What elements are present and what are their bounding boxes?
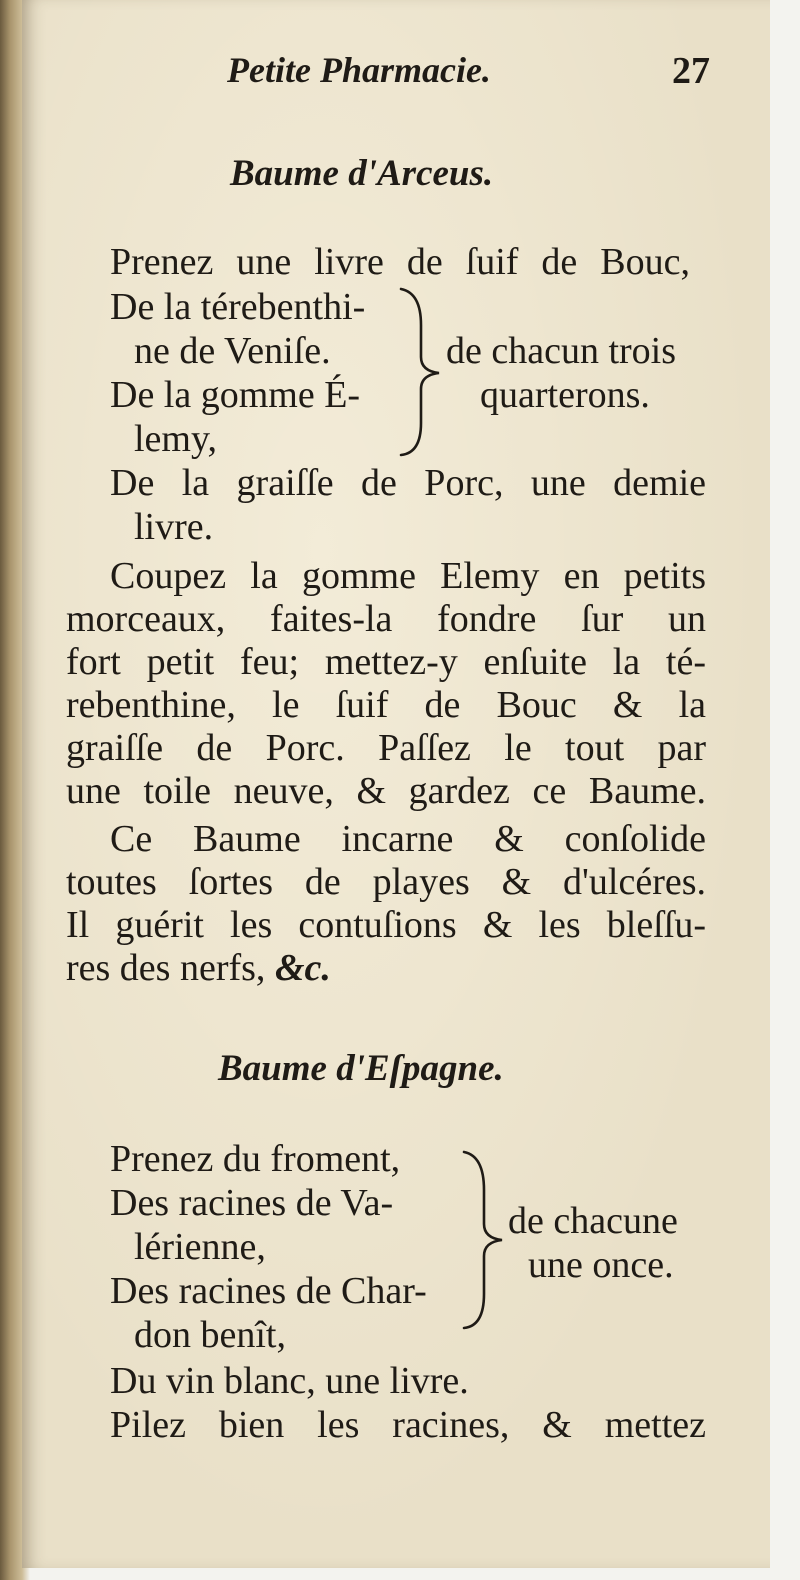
curly-brace-2	[460, 1148, 510, 1333]
ingredient-froment: Prenez du froment,	[110, 1138, 401, 1180]
paragraph1-line: morceaux, faites-la fondre ſur un	[66, 598, 706, 640]
section-heading-arceus: Baume d'Arceus.	[230, 153, 494, 194]
ingredient-chardon-line2: don benît,	[134, 1314, 286, 1356]
ingredient-line-porc: De la graiſſe de Porc, une demie	[110, 462, 706, 504]
brace-quantity-line1: de chacune	[508, 1200, 678, 1242]
instruction-line: Pilez bien les racines, & mettez	[110, 1404, 706, 1446]
ingredient-terebenthine-line2: ne de Veniſe.	[134, 330, 331, 372]
ingredient-valeriane-line1: Des racines de Va-	[110, 1182, 394, 1224]
paragraph2-line: toutes ſortes de playes & d'ulcéres.	[66, 861, 706, 903]
paragraph2-line: Il guérit les contuſions & les bleſſu-	[66, 904, 706, 946]
ingredient-gomme-line2: lemy,	[134, 418, 218, 460]
ingredient-vin-blanc: Du vin blanc, une livre.	[110, 1360, 469, 1402]
ingredient-gomme-line1: De la gomme É-	[110, 374, 361, 416]
paragraph2-text: res des nerfs,	[66, 947, 266, 989]
paragraph1-line: Coupez la gomme Elemy en petits	[110, 555, 706, 597]
paragraph2-last-line	[66, 949, 331, 987]
curly-brace-1	[397, 285, 447, 460]
paragraph2-line: Ce Baume incarne & conſolide	[110, 818, 706, 860]
ingredient-line-suif: Prenez une livre de ſuif de Bouc,	[110, 241, 690, 283]
running-title: Petite Pharmacie.	[227, 50, 491, 90]
ingredient-line-porc-cont: livre.	[134, 506, 214, 548]
brace-quantity-line2: une once.	[528, 1244, 674, 1286]
section-heading-espagne: Baume d'Eſpagne.	[218, 1048, 504, 1089]
brace-quantity-line2: quarterons.	[480, 374, 650, 416]
paragraph1-line: rebenthine, le ſuif de Bouc & la	[66, 684, 706, 726]
ingredient-valeriane-line2: lérienne,	[134, 1226, 266, 1268]
ingredient-chardon-line1: Des racines de Char-	[110, 1270, 427, 1312]
etc-abbreviation: &c.	[274, 947, 331, 989]
book-page	[22, 0, 770, 1568]
brace-quantity-line1: de chacun trois	[446, 330, 677, 372]
paragraph1-line: graiſſe de Porc. Paſſez le tout par	[66, 727, 706, 769]
paragraph1-line: fort petit feu; mettez-y enſuite la té-	[66, 641, 706, 683]
paragraph1-line: une toile neuve, & gardez ce Baume.	[66, 770, 706, 812]
ingredient-terebenthine-line1: De la térebenthi-	[110, 286, 366, 328]
page-number: 27	[672, 50, 710, 92]
